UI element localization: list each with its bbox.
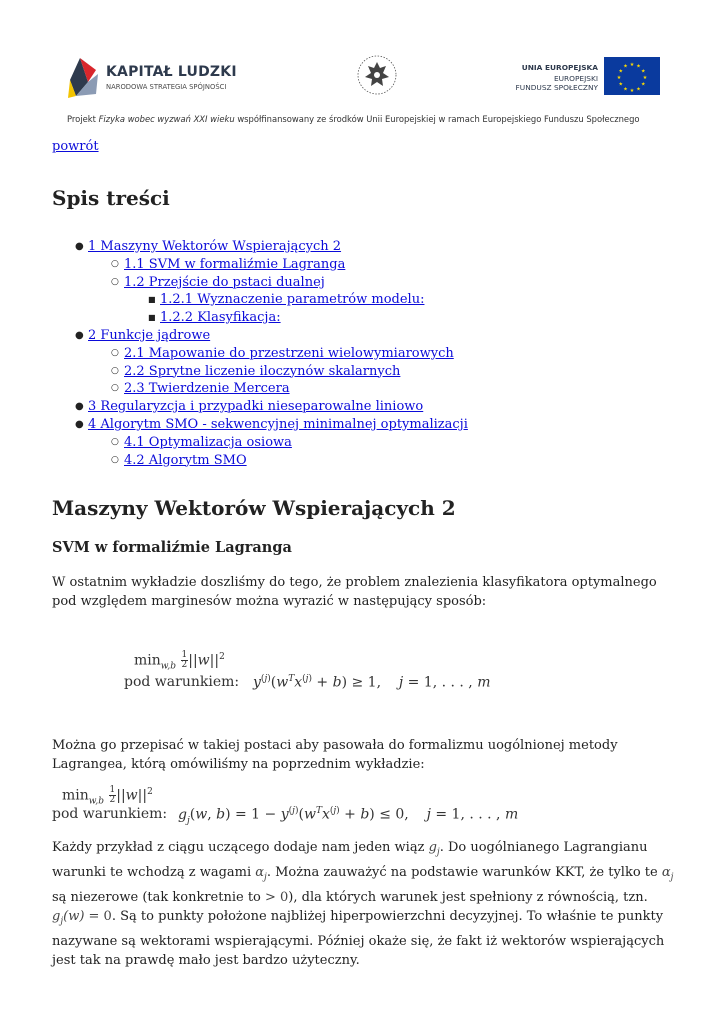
toc-link[interactable]: 2 Funkcje jądrowe: [88, 327, 211, 343]
circle-bullet-icon: ○: [111, 436, 119, 447]
svg-text:★: ★: [623, 86, 628, 93]
toc-link[interactable]: 2.3 Twierdzenie Mercera: [124, 381, 290, 397]
equation-2-constraint: $g_j(w$, $b) = 1 - y^{(j)}(w^Tx^{(j)} + b) \le 0$, j = 1, . . . , m: [178, 806, 519, 826]
circle-bullet-icon: ○: [111, 258, 119, 269]
equation-2-constraint-label: pod warunkiem:: [52, 806, 168, 822]
svg-text:★: ★: [641, 68, 646, 75]
svg-text:★: ★: [636, 86, 641, 93]
toc-link[interactable]: 1.2.2 Klasyfikacja:: [160, 310, 281, 326]
toc-link[interactable]: 3 Regularyzcja i przypadki nieseparowalne liniowo: [88, 399, 424, 415]
toc-item: [52, 238, 468, 256]
toc-item: [52, 274, 468, 292]
toc-item: [52, 398, 468, 416]
toc-link[interactable]: 1.1 SVM w formaliźmie Lagranga: [124, 256, 346, 272]
p3-text-4: są niezerowe (tak konkretnie to: [52, 889, 265, 905]
section-title: Maszyny Wektorów Wspierających 2: [52, 496, 456, 520]
kapital-ludzki-subtitle: NARODOWA STRATEGIA SPÓJNOŚCI: [106, 83, 227, 91]
toc-link[interactable]: 2.1 Mapowanie do przestrzeni wielowymiarowych: [124, 345, 454, 361]
project-prefix: Projekt: [67, 114, 99, 124]
equation-1-objective: $\min_{w,b}$ $\frac{1}{2}$ $||w||^2$: [134, 650, 225, 672]
math-g-j: $g_j$: [428, 840, 440, 858]
disc-bullet-icon: ●: [75, 401, 84, 413]
toc-link[interactable]: 1.2 Przejście do pstaci dualnej: [124, 274, 325, 290]
circle-bullet-icon: ○: [111, 365, 119, 376]
paragraph-lagrange: Można go przepisać w takiej postaci aby pasowała do formalizmu uogólnionej metody Lagrangea, którą omówiliśmy na poprzednim wykładzie:: [52, 738, 618, 772]
paragraph-intro: W ostatnim wykładzie doszliśmy do tego, że problem znalezienia klasyfikatora optymalnego pod względem marginesów można wyrazić w następujący sposób:: [52, 575, 657, 609]
project-suffix: współfinansowany ze środków Unii Europejskiej w ramach Europejskiego Funduszu Społecznego: [234, 114, 640, 124]
p3-text-6: . Są to punkty położone najbliżej hiperpowierzchni decyzyjnej. To właśnie te punkty nazywane są wektorami wspierającymi. Później okaże się, że fakt iż wektorów wspierających jest tak na prawdę mało jest bardzo użyteczny.: [52, 908, 665, 968]
toc-link[interactable]: 1 Maszyny Wektorów Wspierających 2: [88, 239, 342, 254]
toc-item: [52, 434, 468, 452]
min-operator: min: [134, 652, 161, 669]
circle-bullet-icon: ○: [111, 383, 119, 394]
toc-item: [52, 416, 468, 434]
table-of-contents: [52, 238, 468, 469]
toc-item: [52, 363, 468, 381]
toc-link[interactable]: 4 Algorytm SMO - sekwencyjnej minimalnej optymalizacji: [88, 416, 468, 432]
min-subscript: w,b: [88, 796, 105, 807]
svg-text:★: ★: [641, 81, 646, 88]
svg-text:★: ★: [629, 62, 635, 68]
paragraph-support-vectors: [52, 838, 674, 970]
eu-fund-line2: FUNDUSZ SPOŁECZNY: [515, 83, 598, 92]
equation-1-constraint-label: pod warunkiem:: [124, 674, 240, 690]
toc-item: [52, 452, 468, 470]
toc-link[interactable]: 4.1 Optymalizacja osiowa: [124, 434, 292, 450]
project-funding-line: [67, 114, 640, 124]
back-link[interactable]: powrót: [52, 139, 99, 154]
svg-text:★: ★: [616, 75, 622, 81]
toc-list: [52, 238, 468, 469]
equation-1-constraint: $y^{(j)}(w^Tx^{(j)} + b) \ge 1$, j = 1, . . . , m: [253, 674, 491, 691]
project-name: Fizyka wobec wyzwań XXI wieku: [98, 114, 235, 124]
kapital-ludzki-title: KAPITAŁ LUDZKI: [106, 64, 237, 80]
math-alpha-j: $\alpha_j$: [255, 864, 267, 883]
subsection-title: SVM w formaliźmie Lagranga: [52, 539, 292, 556]
math-g-j-equals-zero: $g_j(w) = 0$: [52, 908, 112, 927]
svg-text:★: ★: [642, 75, 648, 81]
min-subscript: w,b: [160, 661, 177, 672]
circle-bullet-icon: ○: [111, 347, 119, 358]
min-operator: min: [62, 787, 89, 804]
disc-bullet-icon: ●: [75, 241, 84, 252]
circle-bullet-icon: ○: [111, 276, 119, 287]
math-alpha-j: $\alpha_j$: [661, 864, 674, 883]
toc-item: [52, 291, 468, 309]
toc-link[interactable]: 4.2 Algorytm SMO: [124, 452, 247, 468]
eu-title: UNIA EUROPEJSKA: [521, 63, 598, 72]
svg-text:★: ★: [618, 68, 623, 75]
disc-bullet-icon: ●: [75, 418, 84, 430]
toc-item: [52, 309, 468, 327]
p3-text-5: ), dla których warunek jest spełniony z równością, tzn.: [288, 889, 648, 905]
equation-2-objective: $\min_{w,b}$ $\frac{1}{2}$ $||w||^2$: [62, 785, 153, 807]
toc-link[interactable]: 1.2.1 Wyznaczenie parametrów modelu:: [160, 292, 425, 308]
toc-item: [52, 380, 468, 398]
toc-link[interactable]: 2.2 Sprytne liczenie iloczynów skalarnych: [124, 363, 401, 379]
square-bullet-icon: ■: [148, 313, 156, 323]
math-greater-zero: > 0: [265, 889, 289, 905]
p3-text-3: . Można zauważyć na podstawie warunków KKT, że tylko te: [266, 864, 662, 880]
toc-item: [52, 345, 468, 363]
svg-text:★: ★: [636, 63, 641, 70]
eu-flag-icon: [604, 57, 660, 95]
eu-fund-line1: EUROPEJSKI: [553, 74, 598, 83]
circle-bullet-icon: ○: [111, 454, 119, 465]
p3-text-1: Każdy przykład z ciągu uczącego dodaje nam jeden wiąz: [52, 840, 429, 855]
svg-text:★: ★: [618, 81, 623, 88]
toc-title: Spis treści: [52, 186, 170, 210]
toc-item: [52, 327, 468, 345]
p3-text-2: . Do uogólnianego Lagrangianu warunki te wchodzą z wagami: [52, 840, 648, 880]
toc-item: [52, 256, 468, 274]
square-bullet-icon: ■: [148, 295, 156, 305]
university-seal-icon: [356, 50, 398, 100]
svg-text:★: ★: [623, 63, 628, 70]
svg-text:★: ★: [629, 88, 635, 94]
disc-bullet-icon: ●: [75, 329, 84, 341]
